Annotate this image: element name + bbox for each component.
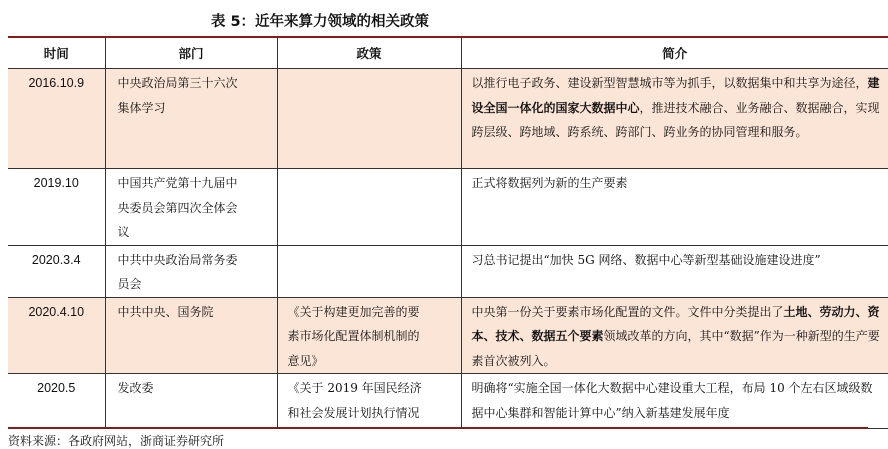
table-title: 表 5：近年来算力领域的相关政策 <box>210 14 430 30</box>
desc-text: 习总书记提出“加快 5G 网络、数据中心等新型基础设施建设进度” <box>471 252 821 267</box>
header-description: 简介 <box>461 37 888 69</box>
cell-description <box>461 69 888 169</box>
desc-text-after: 领域改革的方向，其中“数据”作为一种新型的生产要素首次被列入。 <box>471 329 880 368</box>
header-policy: 政策 <box>277 37 461 69</box>
cell-department: 发改委 <box>105 374 277 429</box>
desc-text-after: ，推进技术融合、业务融合、数据融合，实现跨层级、跨地域、跨系统、跨部门、跨业务的协同管理和服务。 <box>471 100 880 139</box>
cell-time: 2019.10 <box>8 169 105 246</box>
table-row <box>8 169 888 246</box>
table-bottom-rule <box>8 427 868 429</box>
desc-bold-text: 建设全国一体化的国家大数据中心 <box>471 76 880 115</box>
cell-policy <box>277 245 461 297</box>
table-row <box>8 374 888 429</box>
cell-description <box>461 374 888 429</box>
cell-description <box>461 245 888 297</box>
desc-text: 正式将数据列为新的生产要素 <box>471 176 628 190</box>
policy-table <box>8 36 888 429</box>
desc-text: 以推行电子政务、建设新型智慧城市等为抓手，以数据集中和共享为途径， <box>471 76 868 90</box>
desc-bold-text: 土地、劳动力、资本、技术、数据五个要素 <box>471 304 880 343</box>
source-note: 资料来源：各政府网站，浙商证券研究所 <box>8 434 225 448</box>
table-row <box>8 69 888 169</box>
cell-department: 中共中央政治局常务委 员会 <box>105 245 277 297</box>
cell-time: 2020.3.4 <box>8 245 105 297</box>
cell-department: 中央政治局第三十六次 集体学习 <box>105 69 277 169</box>
header-time: 时间 <box>8 37 105 69</box>
table-row <box>8 297 888 374</box>
cell-description <box>461 169 888 246</box>
cell-policy: 《关于 2019 年国民经济 和社会发展计划执行情况 <box>277 374 461 429</box>
table-header-row <box>8 37 888 69</box>
cell-policy: 《关于构建更加完善的要 素市场化配置体制机制的 意见》 <box>277 297 461 374</box>
table-row <box>8 245 888 297</box>
cell-time: 2020.5 <box>8 374 105 429</box>
cell-department: 中国共产党第十九届中 央委员会第四次全体会 议 <box>105 169 277 246</box>
cell-time: 2020.4.10 <box>8 297 105 374</box>
cell-time: 2016.10.9 <box>8 69 105 169</box>
header-department: 部门 <box>105 37 277 69</box>
cell-department: 中共中央、国务院 <box>105 297 277 374</box>
cell-policy <box>277 69 461 169</box>
desc-text: 明确将“实施全国一体化大数据中心建设重大工程，布局 10 个左右区域级数据中心集群和智能计算中心”纳入新基建发展年度 <box>471 381 873 420</box>
desc-text: 中央第一份关于要素市场化配置的文件。文件中分类提出了 <box>471 304 784 319</box>
cell-description <box>461 297 888 374</box>
cell-policy <box>277 169 461 246</box>
